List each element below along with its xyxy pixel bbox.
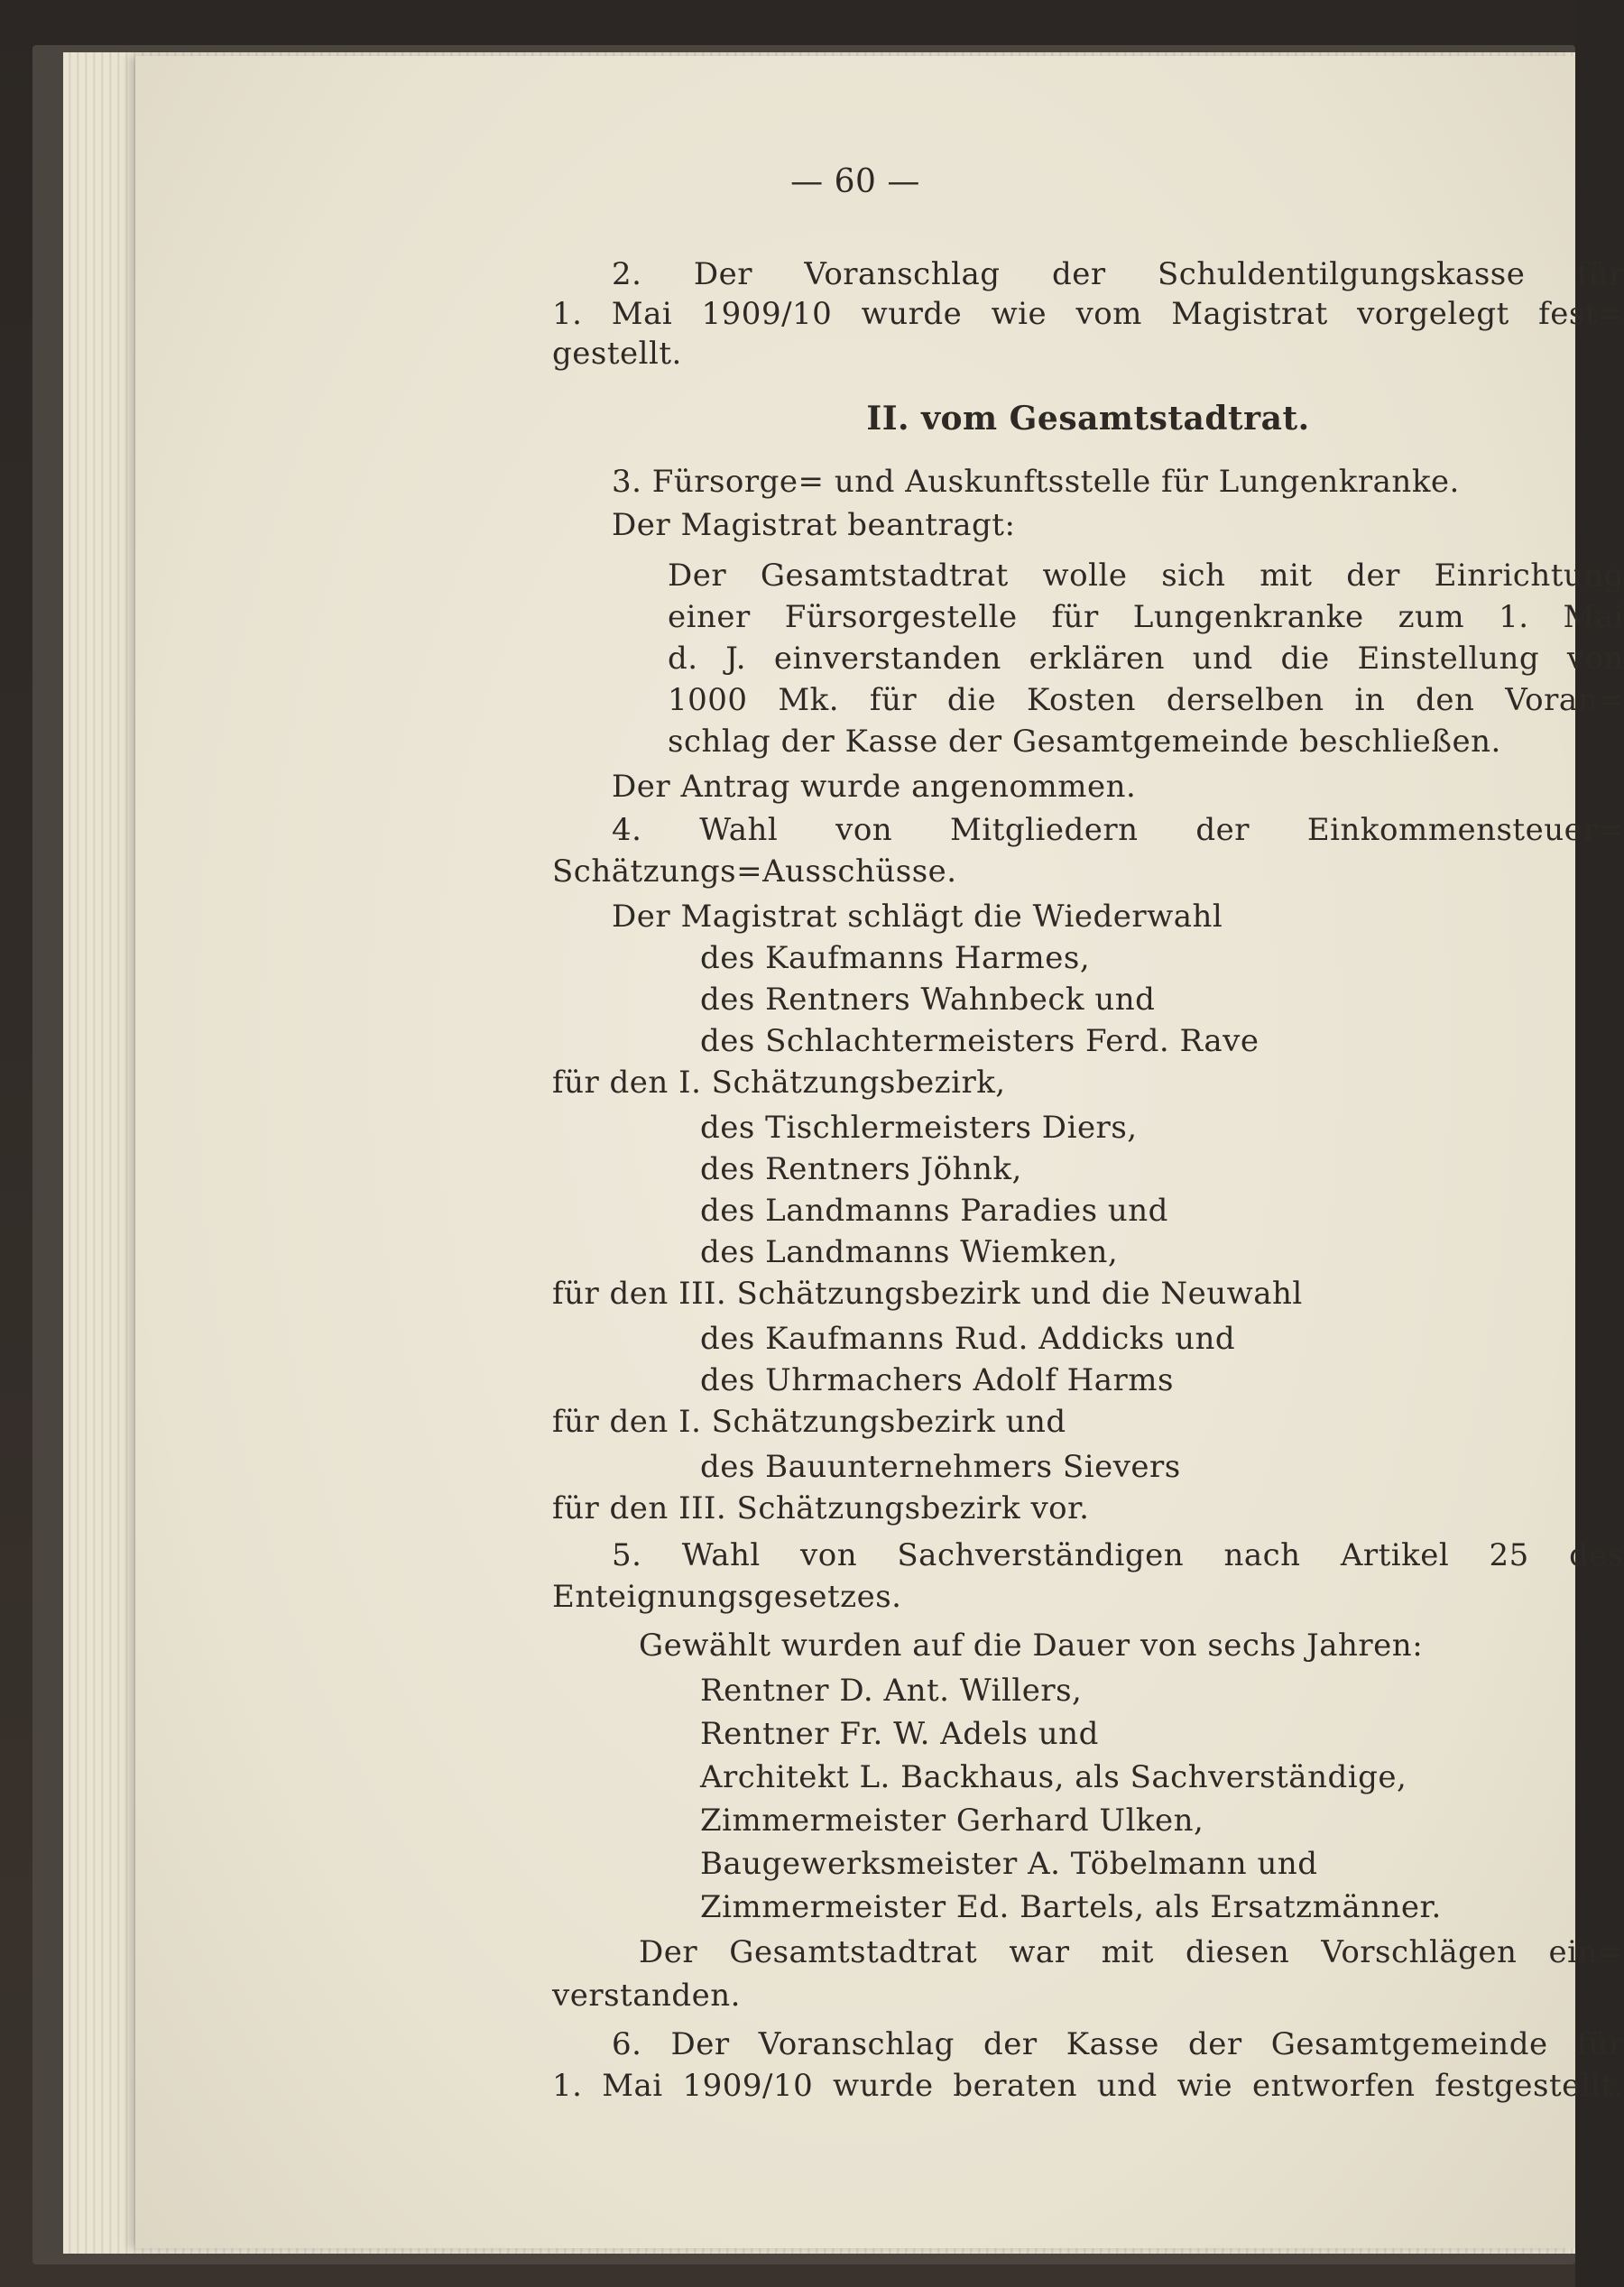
word: vom	[1075, 296, 1142, 332]
word: Gesamtstadtrat	[760, 558, 1009, 594]
word: der	[983, 2026, 1038, 2062]
word: beraten	[953, 2068, 1077, 2104]
word: 4.	[612, 812, 642, 848]
word: 1.	[552, 296, 583, 332]
text-line: Der Magistrat beantragt:	[612, 507, 1016, 543]
word: vorgelegt	[1357, 296, 1509, 332]
text-line: Zimmermeister Ed. Bartels, als Ersatzmänner.	[700, 1889, 1442, 1925]
word: von	[1566, 641, 1624, 677]
text-line: des Rentners Wahnbeck und	[700, 982, 1156, 1018]
text-line: Zimmermeister Gerhard Ulken,	[700, 1803, 1204, 1839]
word: von	[835, 812, 893, 848]
word: Einrichtung	[1434, 558, 1624, 594]
book-page	[135, 56, 1624, 2248]
word: derselben	[1166, 682, 1324, 718]
text-line: des Kaufmanns Harmes,	[700, 940, 1091, 976]
word: Sachverständigen	[897, 1537, 1185, 1573]
word: Mai	[602, 2068, 663, 2104]
word: Der	[668, 558, 727, 594]
text-line	[612, 810, 1624, 850]
text-line: Schätzungs=Ausschüsse.	[552, 853, 957, 890]
word: 1.	[1499, 599, 1529, 635]
text-line: des Kaufmanns Rud. Addicks und	[700, 1321, 1236, 1357]
word: 2.	[612, 256, 642, 292]
word: 1000	[668, 682, 748, 718]
word: 1909/10	[682, 2068, 814, 2104]
text-line: des Landmanns Wiemken,	[700, 1234, 1119, 1270]
text-line: des Bauunternehmers Sievers	[700, 1449, 1181, 1485]
text-line: Der Antrag wurde angenommen.	[612, 769, 1137, 805]
text-line: des Landmanns Paradies und	[700, 1193, 1168, 1229]
word: 1.	[552, 2068, 583, 2104]
word: und	[1096, 2068, 1158, 2104]
text-line	[612, 254, 1624, 294]
word: von	[800, 1537, 858, 1573]
word: die	[1280, 641, 1330, 677]
word: 25	[1489, 1537, 1529, 1573]
text-line: für den I. Schätzungsbezirk und	[552, 1404, 1066, 1440]
text-line: Der Magistrat schlägt die Wiederwahl	[612, 899, 1223, 935]
section-heading: II. vom Gesamtstadtrat.	[866, 400, 1310, 438]
text-line	[552, 294, 1624, 334]
word: Mai	[1563, 599, 1624, 635]
text-line: des Uhrmachers Adolf Harms	[700, 1362, 1174, 1398]
page-text	[135, 56, 1624, 2248]
word: Kasse	[1066, 2026, 1159, 2062]
text-line: verstanden.	[552, 1978, 741, 2014]
text-line	[612, 1535, 1624, 1575]
text-line: Enteignungsgesetzes.	[552, 1579, 902, 1615]
text-line: Architekt L. Backhaus, als Sachverständige,	[700, 1759, 1407, 1795]
word: wolle	[1042, 558, 1128, 594]
word: d.	[668, 641, 698, 677]
text-line	[639, 1932, 1624, 1972]
word: Einkommensteuer=	[1306, 812, 1624, 848]
text-line: des Tischlermeisters Diers,	[700, 1110, 1138, 1146]
word: sich	[1161, 558, 1226, 594]
text-line: Gewählt wurden auf die Dauer von sechs Jahren:	[639, 1628, 1424, 1664]
word: Gesamtgemeinde	[1270, 2026, 1548, 2062]
word: einverstanden	[773, 641, 1001, 677]
text-line: Rentner D. Ant. Willers,	[700, 1673, 1083, 1709]
text-line	[612, 2024, 1624, 2064]
word: Schuldentilgungskasse	[1157, 256, 1526, 292]
word: in	[1354, 682, 1386, 718]
text-line: für den III. Schätzungsbezirk und die Neuwahl	[552, 1276, 1303, 1312]
word: nach	[1223, 1537, 1301, 1573]
text-line: des Schlachtermeisters Ferd. Rave	[700, 1023, 1260, 1059]
text-line: Baugewerksmeister A. Töbelmann und	[700, 1846, 1318, 1882]
word: Magistrat	[1171, 296, 1328, 332]
word: Voran=	[1505, 682, 1624, 718]
word: einer	[668, 599, 751, 635]
word: Fürsorgestelle	[784, 599, 1018, 635]
word: zum	[1398, 599, 1465, 635]
word: Artikel	[1340, 1537, 1450, 1573]
word: Einstellung	[1357, 641, 1540, 677]
word: 6.	[612, 2026, 642, 2062]
word: fest=	[1538, 296, 1624, 332]
word: für	[1576, 256, 1624, 292]
word: wurde	[861, 296, 963, 332]
word: Mitgliedern	[950, 812, 1139, 848]
word: war	[1009, 1934, 1070, 1970]
text-line: Rentner Fr. W. Adels und	[700, 1716, 1099, 1752]
word: diesen	[1186, 1934, 1290, 1970]
word: mit	[1260, 558, 1313, 594]
word: festgestellt.	[1435, 2068, 1624, 2104]
word: des	[1569, 1537, 1624, 1573]
word: für	[1576, 2026, 1624, 2062]
text-line: schlag der Kasse der Gesamtgemeinde beschließen.	[668, 724, 1501, 760]
word: wie	[1176, 2068, 1233, 2104]
word: der	[1346, 558, 1400, 594]
word: 5.	[612, 1537, 642, 1573]
word: 1909/10	[701, 296, 833, 332]
word: Kosten	[1026, 682, 1137, 718]
word: wie	[991, 296, 1047, 332]
word: erklären	[1029, 641, 1165, 677]
word: Wahl	[681, 1537, 761, 1573]
word: Mai	[611, 296, 673, 332]
word: Gesamtstadtrat	[729, 1934, 978, 1970]
word: Voranschlag	[804, 256, 1001, 292]
word: und	[1192, 641, 1253, 677]
word: Mk.	[778, 682, 840, 718]
text-line	[668, 597, 1624, 637]
word: den	[1416, 682, 1475, 718]
word: Lungenkranke	[1132, 599, 1364, 635]
word: Der	[639, 1934, 698, 1970]
word: für	[869, 682, 918, 718]
text-line	[668, 556, 1624, 595]
text-line	[552, 2066, 1624, 2106]
text-line: des Rentners Jöhnk,	[700, 1151, 1022, 1187]
word: wurde	[832, 2068, 934, 2104]
word: Wahl	[699, 812, 779, 848]
text-line: für den III. Schätzungsbezirk vor.	[552, 1490, 1090, 1526]
word: Voranschlag	[758, 2026, 955, 2062]
text-line: 3. Fürsorge= und Auskunftsstelle für Lungenkranke.	[612, 464, 1460, 500]
word: ein=	[1548, 1934, 1624, 1970]
word: für	[1051, 599, 1099, 635]
word: der	[1051, 256, 1106, 292]
text-line	[668, 680, 1624, 720]
word: der	[1195, 812, 1250, 848]
word: die	[946, 682, 997, 718]
word: Der	[693, 256, 752, 292]
text-line	[668, 639, 1624, 678]
word: Vorschlägen	[1321, 1934, 1518, 1970]
word: Der	[670, 2026, 730, 2062]
word: J.	[725, 641, 747, 677]
word: entworfen	[1251, 2068, 1416, 2104]
word: der	[1188, 2026, 1242, 2062]
text-line: gestellt.	[552, 336, 682, 372]
text-line: für den I. Schätzungsbezirk,	[552, 1065, 1006, 1101]
page-number: — 60 —	[790, 163, 920, 200]
word: mit	[1101, 1934, 1154, 1970]
